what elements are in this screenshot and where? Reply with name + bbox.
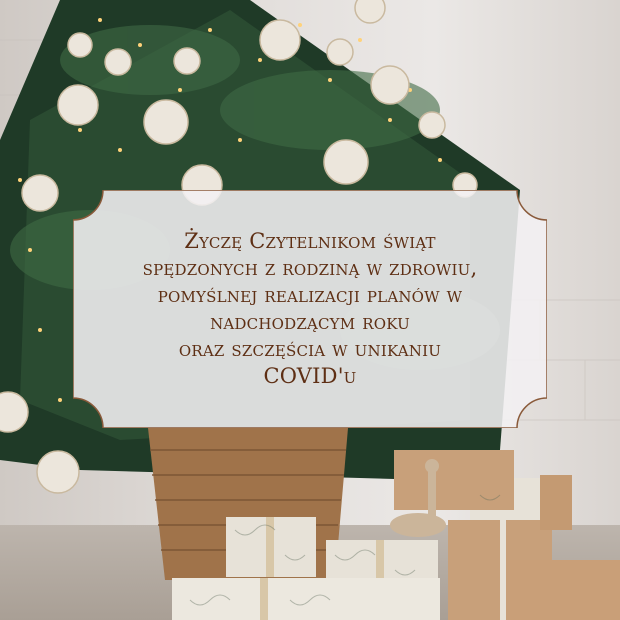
greeting-line: nadchodzącym roku	[210, 310, 410, 334]
greeting-line: pomyślnej realizacji planów w	[157, 283, 463, 307]
greeting-message	[113, 228, 507, 390]
greeting-line: oraz szczęścia w unikaniu	[178, 337, 442, 361]
greeting-line: COVID'u	[263, 364, 357, 388]
greeting-line: spędzonych z rodziną w zdrowiu,	[142, 256, 478, 280]
greeting-line: Życzę Czytelnikom świąt	[184, 229, 436, 253]
greeting-card	[73, 190, 547, 428]
